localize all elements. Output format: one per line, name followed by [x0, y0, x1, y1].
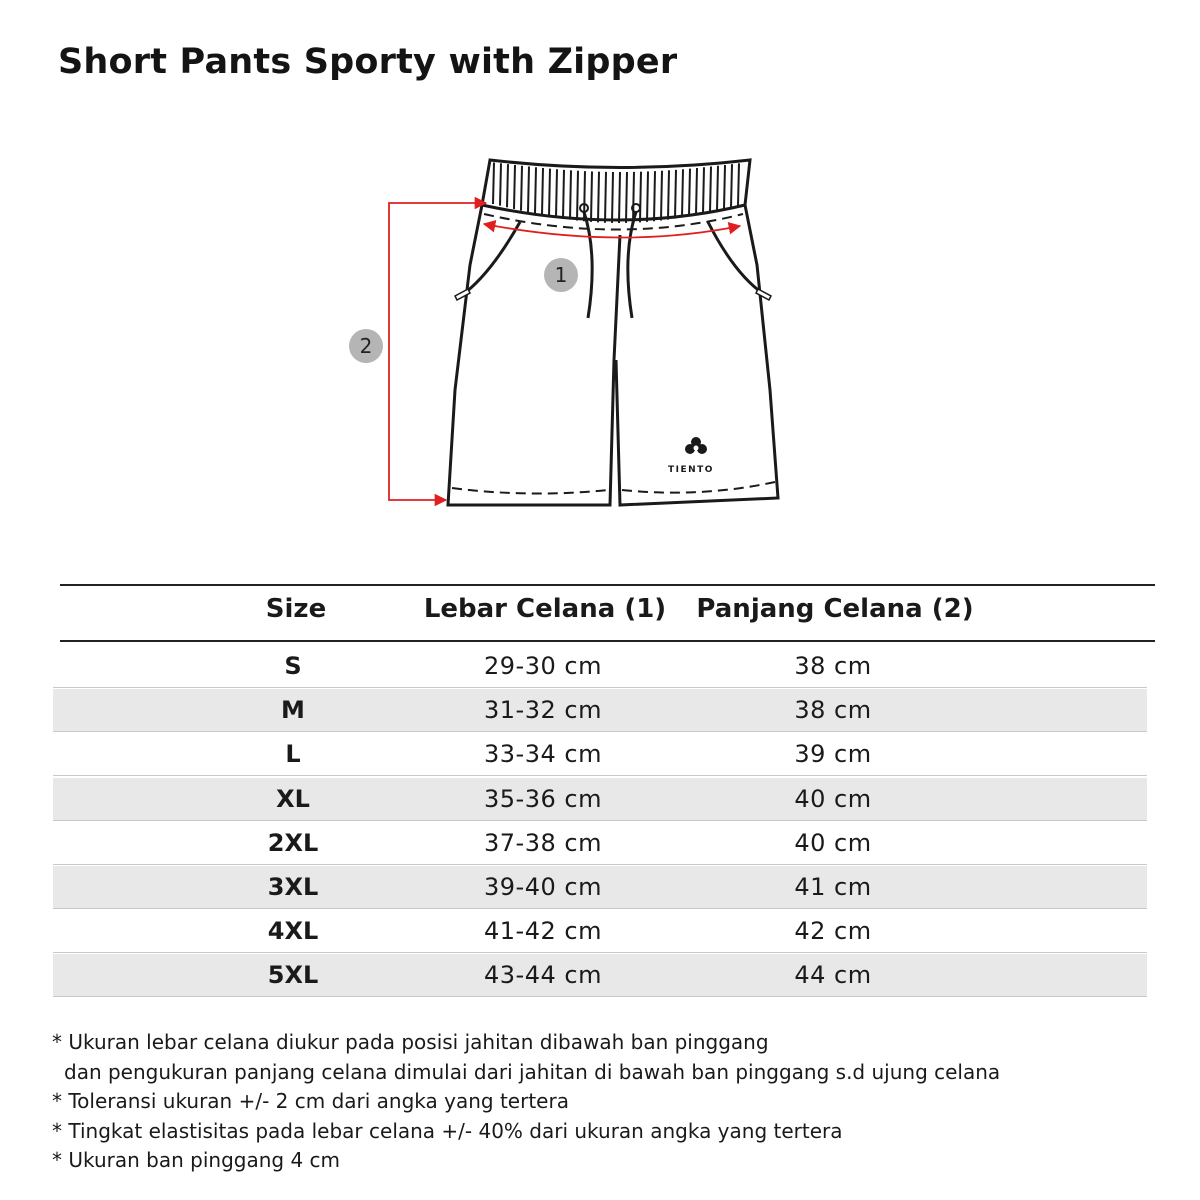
- table-row: [53, 778, 1147, 821]
- brand-logo: [668, 437, 714, 475]
- shorts-body: [448, 205, 778, 505]
- row-size: L: [285, 740, 301, 769]
- table-row: [53, 954, 1147, 997]
- note-2: * Toleransi ukuran +/- 2 cm dari angka yang tertera: [52, 1089, 569, 1113]
- note-1-continued: dan pengukuran panjang celana dimulai dari jahitan di bawah ban pinggang s.d ujung celana: [64, 1059, 1001, 1084]
- row-width: 41-42 cm: [484, 917, 602, 946]
- row-length: 42 cm: [794, 917, 872, 946]
- table-row: [53, 645, 1147, 688]
- row-size: 5XL: [267, 961, 319, 990]
- row-size: 2XL: [267, 828, 319, 857]
- header-width: Lebar Celana (1): [423, 594, 667, 624]
- width-measurement: [484, 224, 740, 292]
- zipper-pull-right: [756, 289, 771, 300]
- row-length: 39 cm: [794, 740, 872, 769]
- row-length: 40 cm: [794, 828, 872, 857]
- header-size: Size: [265, 594, 327, 624]
- table-row: [53, 866, 1147, 909]
- waistband: [482, 160, 750, 223]
- row-length: 38 cm: [794, 652, 872, 680]
- row-size: M: [281, 696, 305, 725]
- table-top-rule: [60, 584, 1155, 586]
- row-size: 4XL: [267, 917, 319, 946]
- svg-text:TIENTO: TIENTO: [668, 465, 714, 475]
- row-width: 31-32 cm: [484, 696, 602, 725]
- row-length: 38 cm: [794, 696, 872, 725]
- note-1: * Ukuran lebar celana diukur pada posisi jahitan dibawah ban pinggang: [52, 1030, 769, 1054]
- table-header: [0, 594, 1200, 634]
- row-length: 44 cm: [794, 961, 872, 990]
- shorts-diagram: [0, 0, 1200, 560]
- row-length: 40 cm: [794, 784, 872, 813]
- length-measurement: [349, 203, 486, 500]
- row-length: 41 cm: [794, 873, 872, 901]
- notes: [52, 1028, 1000, 1176]
- row-width: 29-30 cm: [484, 652, 602, 680]
- table-header-rule: [60, 640, 1155, 642]
- page-title: Short Pants Sporty with Zipper: [58, 42, 678, 82]
- header-length: Panjang Celana (2): [696, 594, 974, 624]
- row-width: 39-40 cm: [484, 873, 602, 901]
- marker-2-label: 2: [359, 334, 373, 358]
- row-size: XL: [276, 784, 310, 813]
- row-size: 3XL: [267, 873, 319, 901]
- zipper-pull-left: [455, 289, 470, 300]
- table-row: [53, 733, 1147, 776]
- note-4: * Ukuran ban pinggang 4 cm: [52, 1148, 340, 1172]
- note-3: * Tingkat elastisitas pada lebar celana +/- 40% dari ukuran angka yang tertera: [52, 1118, 843, 1143]
- table-row: [53, 910, 1147, 953]
- table-row: [53, 822, 1147, 865]
- row-width: 37-38 cm: [484, 828, 602, 857]
- row-width: 33-34 cm: [484, 740, 602, 769]
- marker-1-label: 1: [554, 263, 568, 287]
- row-size: S: [284, 652, 302, 680]
- row-width: 35-36 cm: [484, 784, 602, 813]
- row-width: 43-44 cm: [484, 961, 602, 990]
- table-row: [53, 689, 1147, 732]
